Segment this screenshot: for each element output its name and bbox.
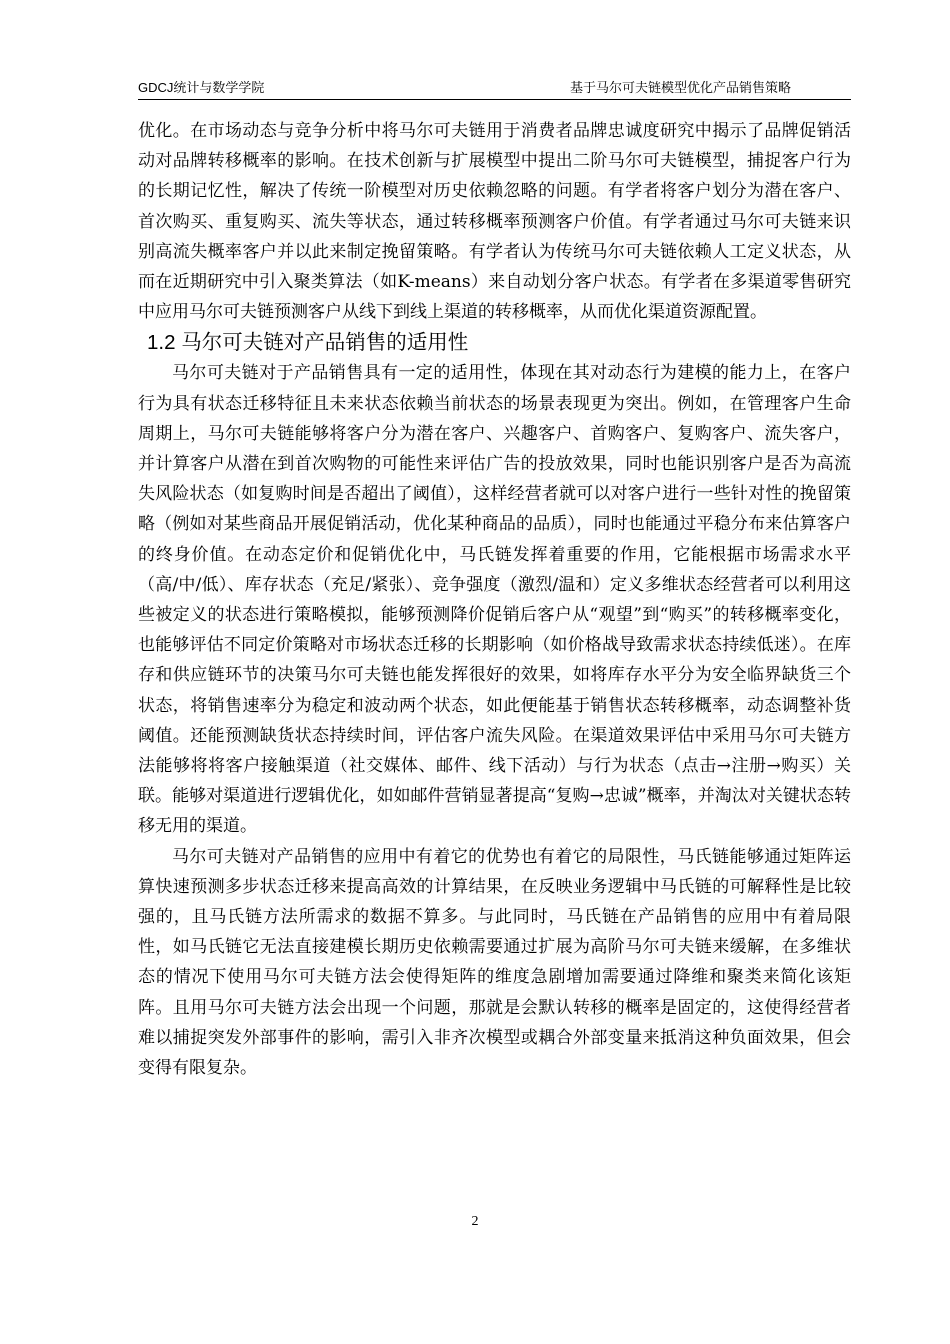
page-header (138, 78, 851, 102)
header-institution: GDCJ统计与数学学院 (138, 80, 265, 95)
page-number: 2 (471, 1214, 479, 1229)
header-title: 基于马尔可夫链模型优化产品销售策略 (569, 80, 791, 95)
page-body (138, 116, 851, 1083)
section-heading: 1.2 马尔可夫链对产品销售的适用性 (147, 331, 469, 355)
paragraph-continued: 优化。在市场动态与竞争分析中将马尔可夫链用于消费者品牌忠诚度研究中揭示了品牌促销活动对品牌转移概率的影响。在技术创新与扩展模型中提出二阶马尔可夫链模型，捕捉客户行为的长期记忆性，解决了传统一阶模型对历史依赖忽略的问题。有学者将客户划分为潜在客户、首次购买、重复购买、流失等状态，通过转移概率预测客户价值。有学者通过马尔可夫链来识别高流失概率客户并以此来制定挽留策略。有学者认为传统马尔可夫链依赖人工定义状态，从而在近期研究中引入聚类算法（如K-means）来自动划分客户状态。有学者在多渠道零售研究中应用马尔可夫链预测客户从线下到线上渠道的转移概率，从而优化渠道资源配置。 (138, 121, 851, 323)
header-divider (138, 99, 851, 100)
paragraph: 马尔可夫链对于产品销售具有一定的适用性，体现在其对动态行为建模的能力上，在客户行为具有状态迁移特征且未来状态依赖当前状态的场景表现更为突出。例如，在管理客户生命周期上，马尔可夫链能够将客户分为潜在客户、兴趣客户、首购客户、复购客户、流失客户，并计算客户从潜在到首次购物的可能性来评估广告的投放效果，同时也能识别客户是否为高流失风险状态（如复购时间是否超出了阈值），这样经营者就可以对客户进行一些针对性的挽留策略（例如对某些商品开展促销活动，优化某种商品的品质），同时也能通过平稳分布来估算客户的终身价值。在动态定价和促销优化中，马氏链发挥着重要的作用，它能根据市场需求水平（高/中/低）、库存状态（充足/紧张）、竞争强度（激烈/温和）定义多维状态经营者可以利用这些被定义的状态进行策略模拟，能够预测降价促销后客户从“观望”到“购买”的转移概率变化，也能够评估不同定价策略对市场状态迁移的长期影响（如价格战导致需求状态持续低迷）。在库存和供应链环节的决策马尔可夫链也能发挥很好的效果，如将库存水平分为安全临界缺货三个状态，将销售速率分为稳定和波动两个状态，如此便能基于销售状态转移概率，动态调整补货阈值。还能预测缺货状态持续时间，评估客户流失风险。在渠道效果评估中采用马尔可夫链方法能够将将客户接触渠道（社交媒体、邮件、线下活动）与行为状态（点击→注册→购买）关联。能够对渠道进行逻辑优化，如如邮件营销显著提高“复购→忠诚”概率，并淘汰对关键状态转移无用的渠道。 (138, 363, 851, 837)
paragraph: 马尔可夫链对产品销售的应用中有着它的优势也有着它的局限性，马氏链能够通过矩阵运算快速预测多步状态迁移来提高高效的计算结果，在反映业务逻辑中马氏链的可解释性是比较强的，且马氏链方法所需求的数据不算多。与此同时，马氏链在产品销售的应用中有着局限性，如马氏链它无法直接建模长期历史依赖需要通过扩展为高阶马尔可夫链来缓解，在多维状态的情况下使用马尔可夫链方法会使得矩阵的维度急剧增加需要通过降维和聚类来简化该矩阵。且用马尔可夫链方法会出现一个问题，那就是会默认转移的概率是固定的，这使得经营者难以捕捉突发外部事件的影响，需引入非齐次模型或耦合外部变量来抵消这种负面效果，但会变得有限复杂。 (138, 846, 851, 1079)
